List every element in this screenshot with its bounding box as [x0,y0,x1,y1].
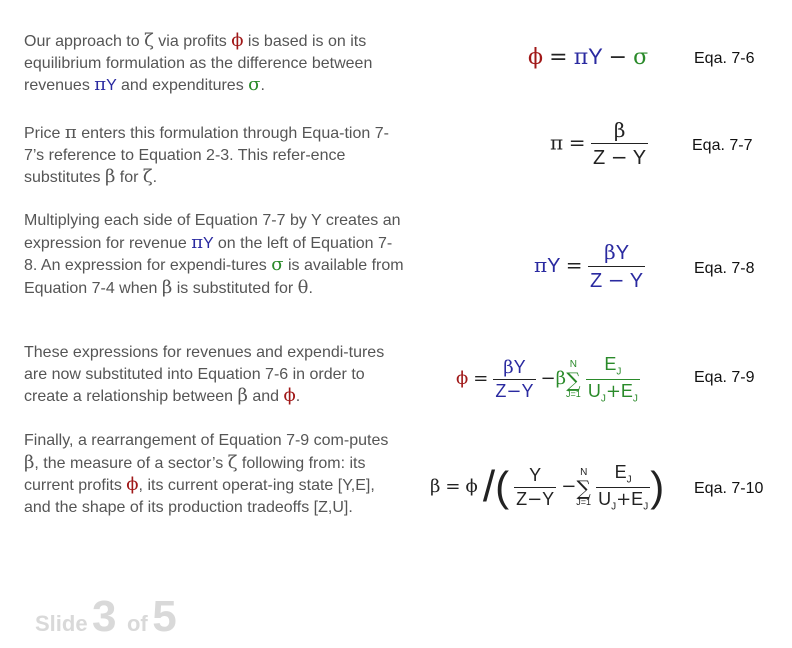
inline-symbol: ζ [144,30,154,51]
y-variable: Y [588,44,603,69]
inline-symbol: β [161,276,173,298]
fraction-y-over-z-minus-y [514,465,556,510]
y-variable: Y [529,464,542,485]
text-run: is substituted for [172,279,298,297]
text-run: for [115,169,143,186]
text-run: is based is on its equilibrium formulation as the difference between revenues [24,33,373,94]
subscript-j: J [611,501,617,513]
text-run: Our approach to [24,33,145,50]
phi-symbol: ϕ [465,475,478,497]
plus-sign: + [605,380,621,402]
sum-upper-limit: N [569,358,578,370]
minus-sign: − [608,45,627,70]
inline-symbol: σ [248,74,261,95]
paragraph-price [24,122,404,189]
y-variable: Y [513,356,526,377]
text-run: following from: its current profits [24,454,366,494]
pi-symbol: π [550,130,564,155]
beta-symbol: β [503,356,514,378]
numerator [602,354,623,379]
z-variable: Z [593,147,606,169]
text-run: enters this formulation through Equa-tion 7-7’s reference to Equation 2-3. This refer-ence substitutes [24,125,389,186]
e-variable: E [631,488,644,509]
equals-sign: = [568,130,586,155]
slide-counter [35,592,177,642]
z-variable: Z [495,380,507,401]
subscript-j: J [616,366,622,378]
phi-symbol: ϕ [528,45,543,70]
y-variable: Y [542,488,555,509]
equals-sign: = [473,367,489,389]
subscript-j: J [632,393,638,405]
fraction-beta-y-over-z-minus-y [588,240,645,293]
denominator [586,379,640,405]
pi-symbol: π [573,45,589,70]
y-variable: Y [632,147,647,169]
paragraph-multiplying [24,210,404,299]
text-run: and [247,388,284,405]
right-paren: ) [650,463,665,511]
sum-upper-limit: N [580,466,588,478]
phi-symbol: ϕ [456,367,469,389]
big-slash: / [482,462,496,512]
sum-symbol: ∑ [566,367,581,392]
text-run: is available from Equation 7-4 when [24,257,404,297]
numerator [613,462,634,487]
current-slide-number: 3 [92,592,117,641]
fraction-beta-over-z-minus-y [591,118,648,170]
summation [576,468,591,507]
beta-symbol: β [613,118,626,142]
equals-sign: = [549,45,568,70]
inline-symbol: θ [297,276,309,298]
inline-symbol: σ [271,254,284,275]
z-variable: Z [516,488,528,509]
equation-label-7-7: Eqa. 7-7 [692,137,753,154]
e-variable: E [620,380,633,401]
subscript-j: J [626,474,632,486]
z-variable: Z [590,270,603,292]
sum-lower-limit: J=1 [566,388,581,399]
u-variable: U [598,488,612,509]
inline-symbol: β [104,166,116,187]
e-variable: E [614,462,627,482]
left-paren: ( [495,463,510,511]
beta-symbol: β [430,475,441,497]
text-run: Multiplying each side of Equation 7-7 by Y creates an expression for revenue [24,212,401,252]
pi-symbol: π [534,252,548,277]
y-variable: Y [629,270,644,292]
text-run: on the left of Equation 7-8. An expression for expendi-tures [24,234,393,274]
minus-sign: − [527,488,543,510]
inline-symbol: Y [106,77,117,94]
numerator [501,357,527,379]
text-run: Price [24,125,65,142]
text-run: These expressions for revenues and expendi-tures are now substituted into Equation 7-6 in order to create a relationship between [24,344,385,405]
equals-sign: = [565,252,583,277]
subscript-j: J [643,501,649,513]
y-variable: Y [615,242,630,264]
text-run: Finally, a rearrangement of Equation 7-9 com-putes [24,432,389,449]
sigma-symbol: σ [633,45,649,70]
y-variable: Y [547,254,561,277]
paragraph-rearrangement [24,430,404,518]
inline-symbol: ϕ [231,30,244,51]
fraction-e-over-u-plus-e [596,462,650,512]
text-run: and expenditures [116,77,249,94]
minus-sign: − [506,380,522,402]
numerator [602,240,631,266]
fraction-expenditure [586,354,640,404]
text-run: , its current operat-ing state [Y,E], and the shape of its production tradeoffs [Z,U]. [24,477,375,516]
equation-label-7-9: Eqa. 7-9 [694,369,755,386]
denominator [591,143,648,170]
sum-lower-limit: J=1 [576,496,592,507]
text-run: . [260,77,265,94]
paragraph-approach [24,30,404,97]
inline-symbol: Y [203,234,214,252]
minus-sign: − [610,145,628,169]
slide-word: Slide [35,611,88,636]
of-word: of [126,611,148,636]
total-slides-number: 5 [152,592,177,641]
inline-symbol: β [24,451,35,473]
inline-symbol: ϕ [126,474,139,495]
inline-symbol: β [237,385,248,406]
beta-symbol: β [555,367,567,389]
minus-sign: − [607,268,625,292]
equation-7-9 [456,354,640,404]
equals-sign: = [445,475,461,497]
beta-symbol: β [604,240,616,264]
text-run: . [295,388,301,405]
minus-sign: − [561,475,577,497]
e-variable: E [604,354,617,374]
text-run: . [308,279,313,297]
equation-label-7-10: Eqa. 7-10 [694,480,764,497]
fraction-revenue [493,357,535,402]
inline-symbol: ζ [142,166,153,187]
equation-7-8 [534,240,645,293]
summation [566,360,581,399]
inline-symbol: ϕ [283,385,296,406]
inline-symbol: π [94,74,107,95]
minus-sign: − [540,367,556,389]
denominator [596,487,650,513]
text-run: , the measure of a sector’s [34,454,228,472]
equation-7-7 [550,118,648,170]
denominator [493,379,535,402]
equation-label-7-6: Eqa. 7-6 [694,50,755,67]
text-run: via profits [153,33,232,50]
u-variable: U [587,380,601,401]
y-variable: Y [521,380,534,401]
denominator [588,266,645,293]
plus-sign: + [616,488,632,510]
subscript-j: J [600,393,606,405]
inline-symbol: ζ [227,451,238,473]
inline-symbol: π [191,231,204,253]
text-run: . [152,169,158,186]
paragraph-substitution [24,342,404,408]
sum-symbol: ∑ [576,475,591,500]
inline-symbol: π [64,122,77,143]
equation-label-7-8: Eqa. 7-8 [694,260,755,277]
denominator [514,487,556,510]
equation-7-6 [528,44,648,70]
equation-7-10 [430,462,664,512]
